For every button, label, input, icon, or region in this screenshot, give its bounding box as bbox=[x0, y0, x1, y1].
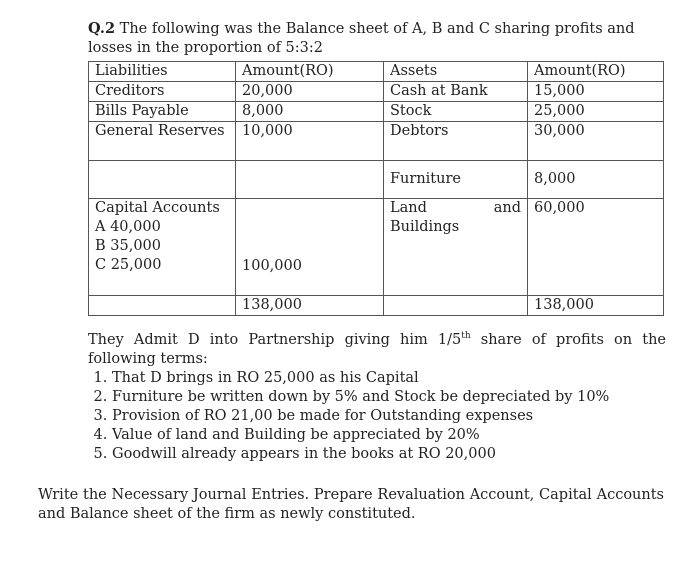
liability-name bbox=[89, 161, 236, 199]
asset-amount: 30,000 bbox=[528, 122, 664, 161]
capital-amount: 100,000 bbox=[236, 199, 384, 296]
table-row-capital bbox=[89, 199, 664, 296]
admission-intro: They Admit D into Partnership giving him 1/5th share of profits on the following terms: bbox=[88, 331, 666, 367]
question-text: The following was the Balance sheet of A, B and C sharing profits and losses in the proportion of 5:3:2 bbox=[88, 21, 635, 56]
land-buildings-amount: 60,000 bbox=[528, 199, 664, 296]
asset-name: Furniture bbox=[384, 161, 528, 199]
list-item: 3. Provision of RO 21,00 be made for Outstanding expenses bbox=[112, 407, 666, 426]
header-amount-liabilities: Amount(RO) bbox=[236, 62, 384, 82]
terms-list bbox=[88, 369, 666, 464]
asset-amount: 8,000 bbox=[528, 161, 664, 199]
capital-accounts-cell bbox=[89, 199, 236, 296]
table-totals-row bbox=[89, 296, 664, 316]
list-item: 4. Value of land and Building be appreciated by 20% bbox=[112, 426, 666, 445]
asset-amount: 25,000 bbox=[528, 102, 664, 122]
table-header-row bbox=[89, 62, 664, 82]
liability-amount: 10,000 bbox=[236, 122, 384, 161]
list-item: 5. Goodwill already appears in the books at RO 20,000 bbox=[112, 445, 666, 464]
question-number: Q.2 bbox=[88, 20, 116, 37]
total-liabilities: 138,000 bbox=[236, 296, 384, 316]
instruction-text: Write the Necessary Journal Entries. Prepare Revaluation Account, Capital Accounts and Balance sheet of the firm as newly constituted. bbox=[38, 487, 664, 522]
asset-buildings: Buildings bbox=[390, 219, 460, 235]
capital-b: B 35,000 bbox=[95, 238, 162, 254]
list-item: 1. That D brings in RO 25,000 as his Capital bbox=[112, 369, 666, 388]
list-item: 2. Furniture be written down by 5% and Stock be depreciated by 10% bbox=[112, 388, 666, 407]
table-row bbox=[89, 82, 664, 102]
question-heading bbox=[88, 19, 666, 58]
asset-name: Stock bbox=[384, 102, 528, 122]
header-liabilities: Liabilities bbox=[89, 62, 236, 82]
table-row bbox=[89, 161, 664, 199]
land-buildings-cell bbox=[384, 199, 528, 296]
liability-amount: 8,000 bbox=[236, 102, 384, 122]
balance-sheet-table bbox=[88, 61, 664, 316]
admission-terms bbox=[88, 331, 666, 464]
capital-a: A 40,000 bbox=[95, 219, 161, 235]
liability-amount bbox=[236, 161, 384, 199]
header-amount-assets: Amount(RO) bbox=[528, 62, 664, 82]
liability-name: General Reserves bbox=[89, 122, 236, 161]
asset-amount: 15,000 bbox=[528, 82, 664, 102]
total-assets: 138,000 bbox=[528, 296, 664, 316]
capital-label: Capital Accounts bbox=[95, 200, 220, 216]
asset-name: Debtors bbox=[384, 122, 528, 161]
liability-name: Bills Payable bbox=[89, 102, 236, 122]
asset-and: and bbox=[493, 200, 521, 216]
header-assets: Assets bbox=[384, 62, 528, 82]
liability-amount: 20,000 bbox=[236, 82, 384, 102]
liability-name: Creditors bbox=[89, 82, 236, 102]
capital-c: C 25,000 bbox=[95, 257, 162, 273]
table-row bbox=[89, 122, 664, 161]
asset-name: Cash at Bank bbox=[384, 82, 528, 102]
asset-land: Land bbox=[390, 200, 427, 216]
table-row bbox=[89, 102, 664, 122]
